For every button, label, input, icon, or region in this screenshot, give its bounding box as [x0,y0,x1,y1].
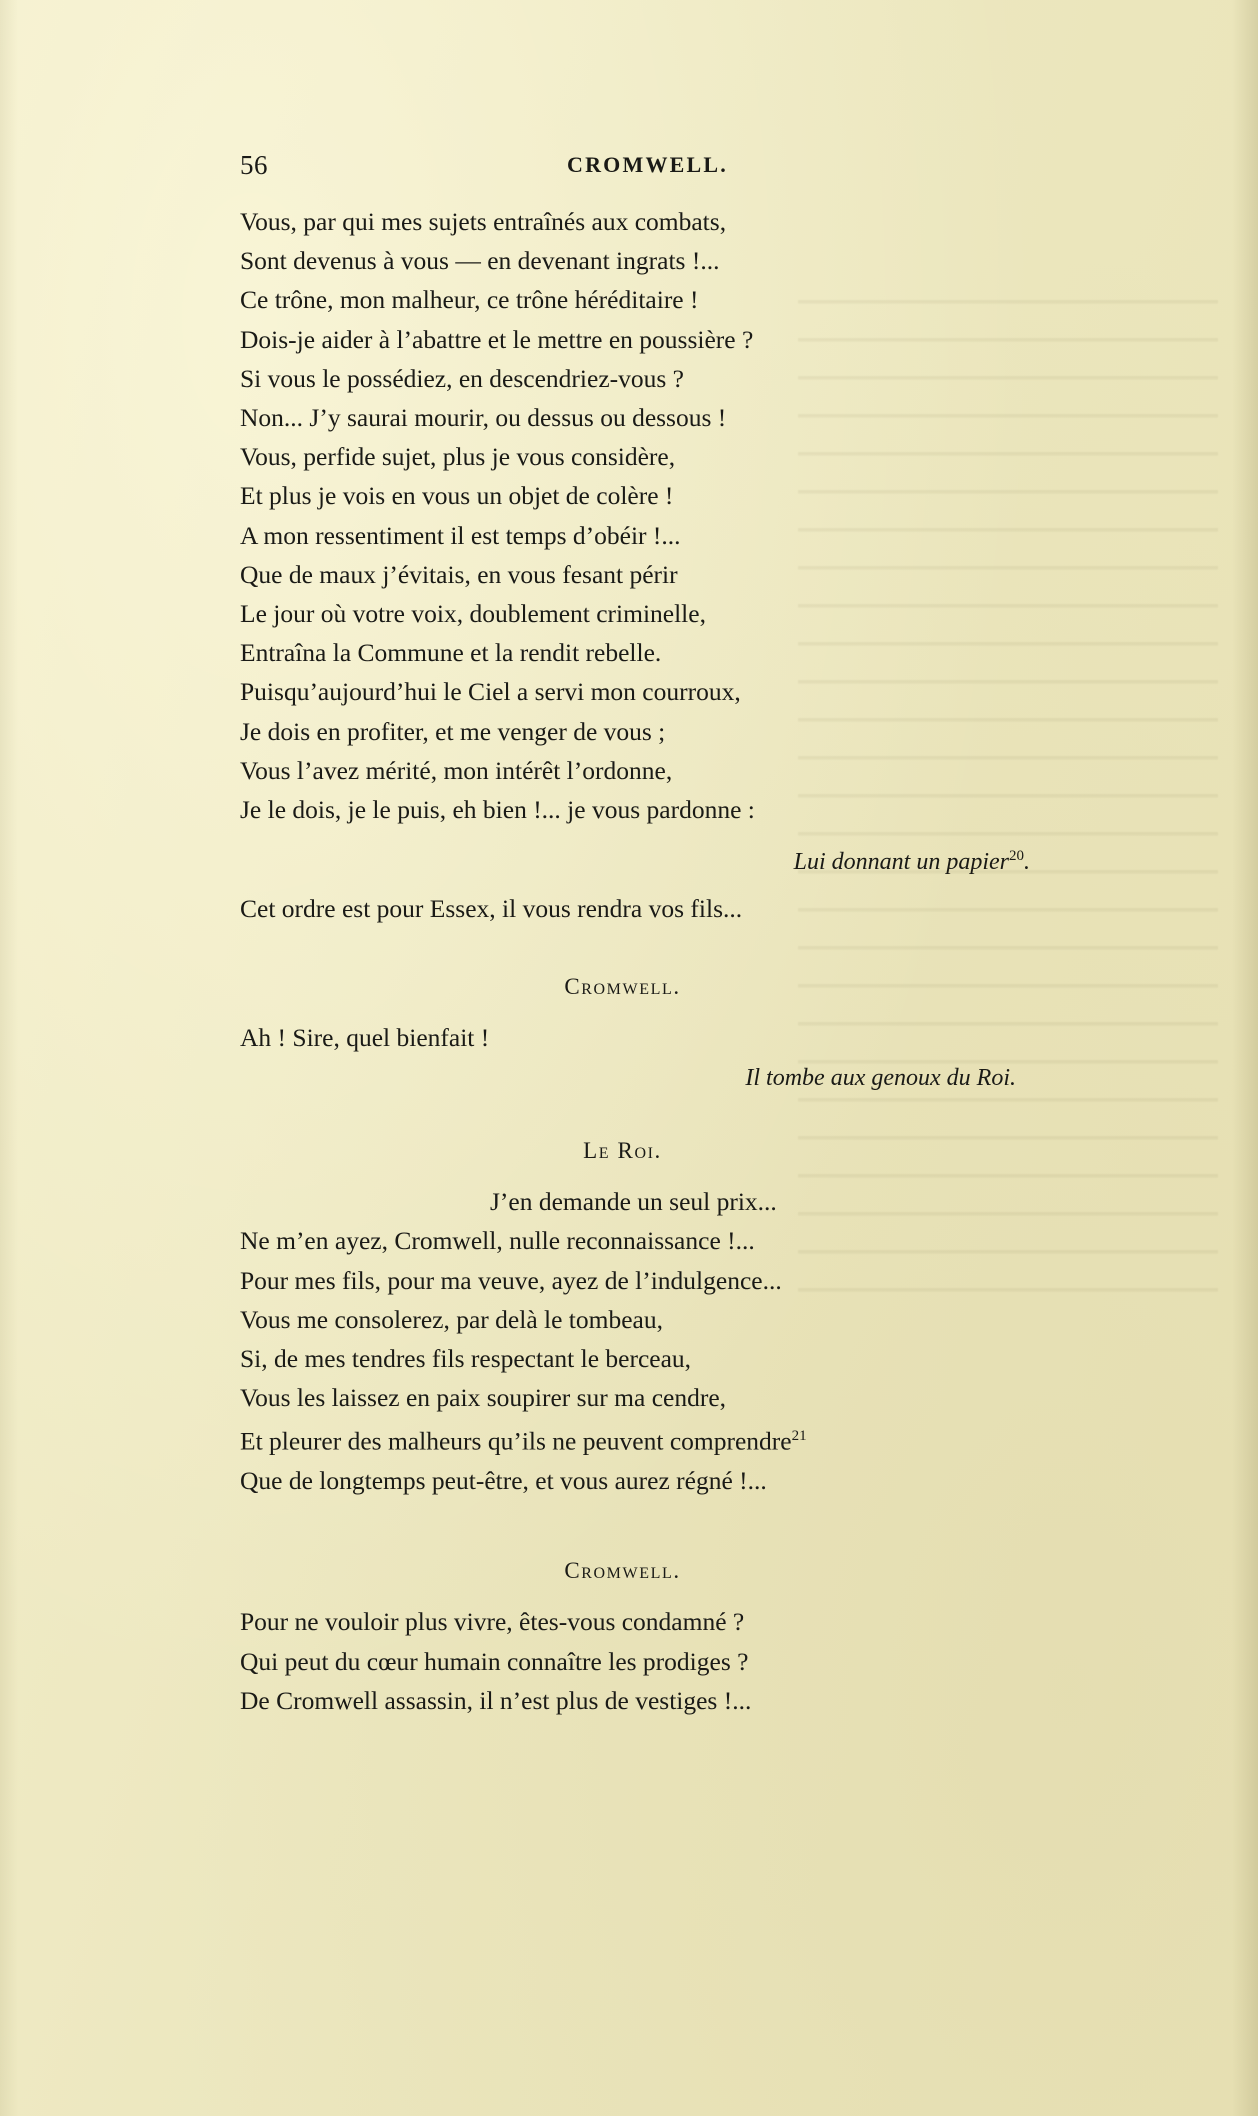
verse-line-after-stage: Cet ordre est pour Essex, il vous rendra vos fils... [240,894,743,924]
verse-line: A mon ressentiment il est temps d’obéir !... [240,520,681,550]
verse-line: Je dois en profiter, et me venger de vous ; [240,716,666,746]
verse-line-with-note [240,1417,1030,1461]
verse-line: Vous les laissez en paix soupirer sur ma cendre, [240,1383,727,1413]
stage-direction-text: Lui donnant un papier [793,849,1009,876]
verse-line: Et plus je vois en vous un objet de colère ! [240,481,674,511]
stage-direction-period: . [1024,849,1030,876]
speech-cromwell-second [240,1602,1030,1720]
speech-king-second [240,1182,1030,1500]
verse-line: Vous me consolerez, par delà le tombeau, [240,1304,663,1334]
verse-line: Puisqu’aujourd’hui le Ciel a servi mon courroux, [240,677,741,707]
verse-line: Le jour où votre voix, doublement criminelle, [240,599,706,629]
verse-line: Qui peut du cœur humain connaître les prodiges ? [240,1646,749,1676]
verse-line: Si vous le possédiez, en descendriez-vous ? [240,363,684,393]
page-edge-shadow-right [1232,0,1258,2116]
verse-line-indented: J’en demande un seul prix... [490,1187,777,1217]
running-head [240,150,1030,190]
speaker-cromwell-2: Cromwell. [564,1558,681,1584]
verse-line: Dois-je aider à l’abattre et le mettre en poussière ? [240,324,754,354]
verse-line: Vous, par qui mes sujets entraînés aux combats, [240,207,727,236]
verse-line: Vous l’avez mérité, mon intérêt l’ordonne, [240,755,673,785]
stage-direction-falls-at-knees: Il tombe aux genoux du Roi. [745,1065,1016,1092]
verse-line: Pour mes fils, pour ma veuve, ayez de l’indulgence... [240,1265,782,1295]
verse-line-cromwell-1: Ah ! Sire, quel bienfait ! [240,1023,490,1053]
speaker-le-roi: Le Roi. [583,1138,662,1164]
verse-line: Je le dois, je le puis, eh bien !... je vous pardonne : [240,795,755,825]
verse-line: De Cromwell assassin, il n’est plus de vestiges !... [240,1685,752,1715]
verse-line: Ne m’en ayez, Cromwell, nulle reconnaissance !... [240,1226,755,1256]
verse-line: Vous, perfide sujet, plus je vous considère, [240,442,676,472]
verse-line: Ce trône, mon malheur, ce trône héréditaire ! [240,285,699,315]
stage-direction-giving-paper [240,837,1030,881]
speech-king-first [240,202,1030,829]
page-content [240,150,1030,1720]
verse-line: Non... J’y saurai mourir, ou dessus ou dessous ! [240,403,727,433]
footnote-marker-21: 21 [791,1428,807,1445]
speaker-cromwell-1: Cromwell. [564,974,681,1000]
verse-line-text: Et pleurer des malheurs qu’ils ne peuvent comprendre [240,1426,792,1456]
page-edge-shadow-left [0,0,18,2116]
verse-line: Que de maux j’évitais, en vous fesant périr [240,559,678,589]
verse-line: Sont devenus à vous — en devenant ingrats !... [240,246,720,276]
verse-line: Si, de mes tendres fils respectant le berceau, [240,1344,692,1374]
verse-line: Pour ne vouloir plus vivre, êtes-vous condamné ? [240,1607,745,1637]
page-number: 56 [240,150,268,180]
running-title: CROMWELL. [567,152,728,177]
verse-line: Entraîna la Commune et la rendit rebelle. [240,638,662,668]
verse-line: Que de longtemps peut-être, et vous aurez régné !... [240,1466,767,1496]
footnote-marker-20: 20 [1009,848,1024,865]
